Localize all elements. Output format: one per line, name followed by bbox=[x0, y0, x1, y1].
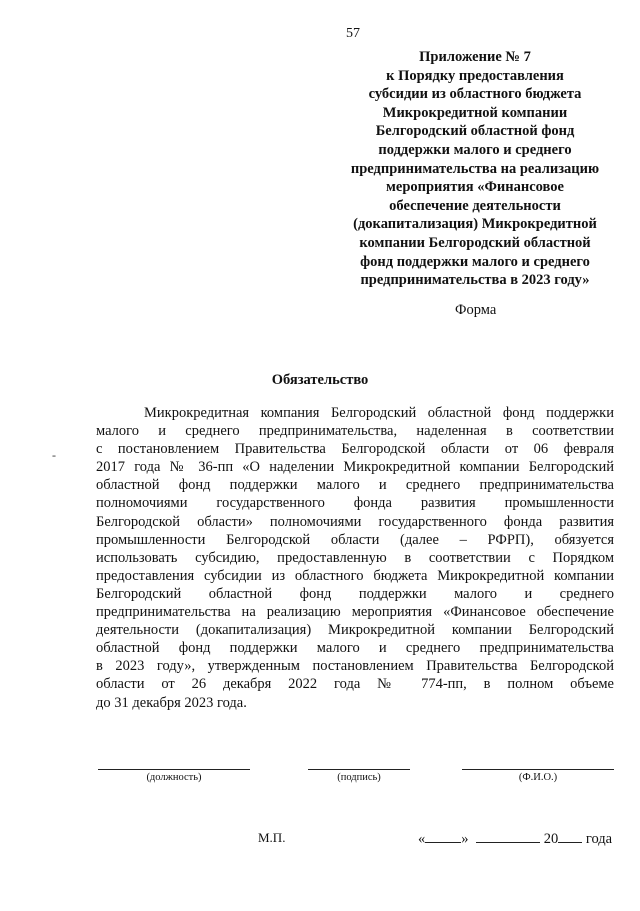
year-suffix: года bbox=[585, 831, 613, 847]
appendix-line: фонд поддержки малого и среднего bbox=[360, 253, 590, 270]
body-line: 2017 года № 36-пп «О наделении Микрокредитной компании Белгородский bbox=[96, 459, 614, 476]
stray-mark: - bbox=[52, 448, 56, 462]
month-blank bbox=[476, 828, 540, 843]
appendix-line: предпринимательства в 2023 году» bbox=[360, 272, 590, 289]
date-close-quote: » bbox=[461, 831, 469, 847]
document-title: Обязательство bbox=[271, 372, 369, 388]
signature-line bbox=[308, 769, 410, 770]
signature-caption: (подпись) bbox=[337, 772, 381, 783]
body-line: до 31 декабря 2023 года. bbox=[96, 694, 247, 711]
body-paragraph bbox=[96, 404, 614, 712]
appendix-line: мероприятия «Финансовое bbox=[386, 179, 564, 196]
position-caption: (должность) bbox=[146, 772, 202, 783]
body-line: Микрокредитная компания Белгородский областной фонд поддержки bbox=[144, 405, 614, 421]
body-line: деятельности (докапитализация) Микрокредитной компании Белгородский bbox=[96, 622, 614, 639]
stamp-label: М.П. bbox=[258, 830, 286, 845]
appendix-line: Микрокредитной компании bbox=[382, 104, 568, 121]
appendix-header bbox=[320, 48, 630, 290]
day-blank bbox=[425, 828, 461, 843]
body-line: Белгородской области» полномочиями государственного фонда развития bbox=[96, 513, 614, 530]
date-line bbox=[418, 828, 612, 848]
body-line: промышленности Белгородской области (далее – РФРП), обязуется bbox=[96, 531, 614, 548]
year-prefix: 20 bbox=[543, 831, 559, 847]
body-line: с постановлением Правительства Белгородской области от 06 февраля bbox=[96, 441, 614, 458]
body-line: области от 26 декабря 2022 года № 774-пп, в полном объеме bbox=[96, 676, 614, 693]
body-line: предпринимательства на реализацию мероприятия «Финансовое обеспечение bbox=[96, 604, 614, 621]
year-blank bbox=[558, 828, 582, 843]
appendix-line: обеспечение деятельности bbox=[389, 197, 561, 214]
appendix-line: субсидии из областного бюджета bbox=[368, 86, 582, 103]
body-line: использовать субсидию, предоставленную в соответствии с Порядком bbox=[96, 549, 614, 566]
form-label: Форма bbox=[455, 302, 497, 318]
name-signature-line bbox=[462, 769, 614, 770]
body-line: полномочиями государственного фонда развития промышленности bbox=[96, 495, 614, 512]
appendix-line: к Порядку предоставления bbox=[386, 67, 564, 84]
appendix-line: предпринимательства на реализацию bbox=[350, 160, 600, 177]
body-line: Белгородский областной фонд поддержки малого и среднего bbox=[96, 585, 614, 602]
body-line: предоставления субсидии из областного бюджета Микрокредитной компании bbox=[96, 567, 614, 584]
page-number: 57 bbox=[346, 26, 360, 41]
appendix-line: компании Белгородский областной bbox=[359, 234, 591, 251]
body-line: в 2023 году», утвержденным постановлением Правительства Белгородской bbox=[96, 658, 614, 675]
name-caption: (Ф.И.О.) bbox=[518, 772, 558, 783]
appendix-line: Приложение № 7 bbox=[419, 49, 531, 65]
body-line: областной фонд поддержки малого и среднего предпринимательства bbox=[96, 477, 614, 494]
body-line: малого и среднего предпринимательства, наделенная в соответствии bbox=[96, 423, 614, 440]
body-line: областной фонд поддержки малого и среднего предпринимательства bbox=[96, 640, 614, 657]
appendix-line: (докапитализация) Микрокредитной bbox=[353, 216, 597, 233]
appendix-line: поддержки малого и среднего bbox=[378, 141, 572, 158]
appendix-line: Белгородский областной фонд bbox=[375, 123, 575, 140]
date-open-quote: « bbox=[418, 831, 426, 847]
position-signature-line bbox=[98, 769, 250, 770]
